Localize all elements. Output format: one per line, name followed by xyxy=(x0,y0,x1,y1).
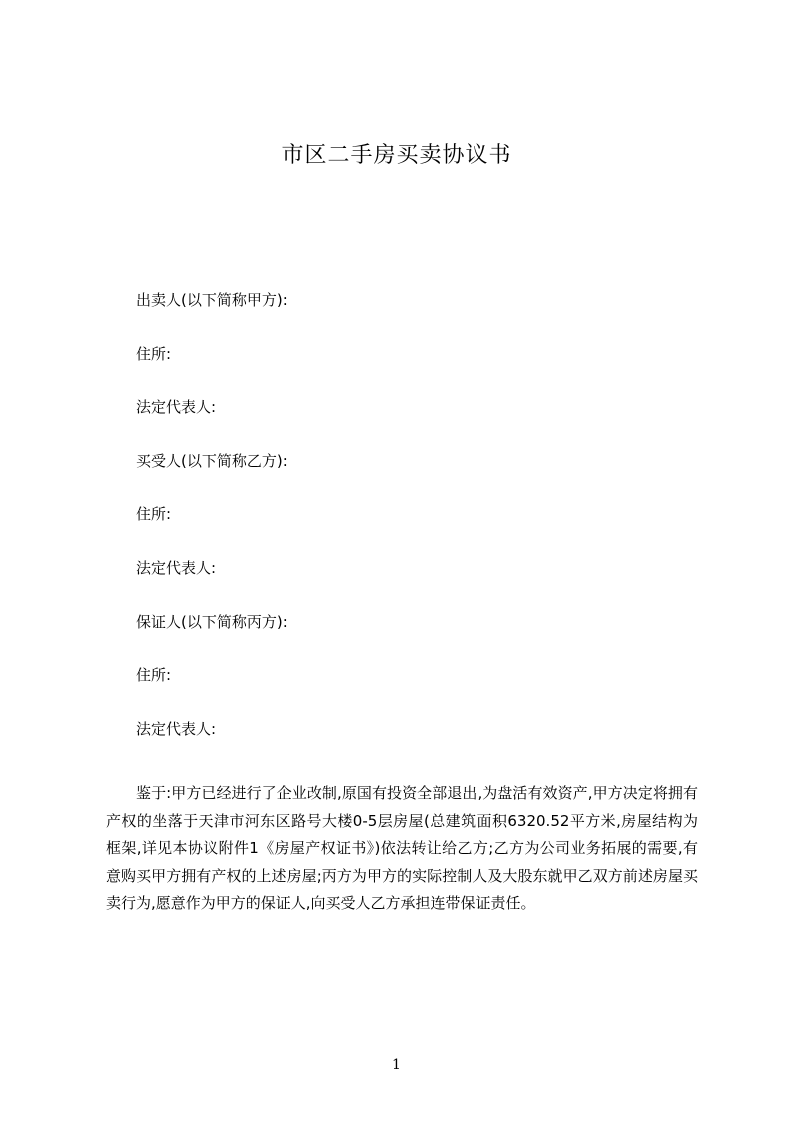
guarantor-representative-label: 法定代表人: xyxy=(136,719,217,738)
buyer-representative-label: 法定代表人: xyxy=(136,558,217,577)
document-title: 市区二手房买卖协议书 xyxy=(281,143,512,168)
seller-label: 出卖人(以下简称甲方): xyxy=(136,291,288,309)
seller-representative-label: 法定代表人: xyxy=(136,398,217,417)
guarantor-address-label: 住所: xyxy=(136,666,172,685)
party-fields xyxy=(136,285,696,767)
guarantor-label: 保证人(以下简称丙方): xyxy=(136,612,288,631)
recital-paragraph: 鉴于:甲方已经进行了企业改制,原国有投资全部退出,为盘活有效资产,甲方决定将拥有产权的坐落于天津市河东区路号大楼0-5层房屋(总建筑面积6320.52平方米,房屋结构为框架,详见本协议附件1《房屋产权证书》)依法转让给乙方;乙方为公司业务拓展的需要,有意购买甲方拥有产权的上述房屋;丙方为甲方的实际控制人及大股东就甲乙双方前述房屋买卖行为,愿意作为甲方的保证人,向买受人乙方承担连带保证责任。 xyxy=(106,784,698,913)
buyer-label: 买受人(以下简称乙方): xyxy=(136,451,288,470)
buyer-address-label: 住所: xyxy=(136,505,172,524)
page-number: 1 xyxy=(392,1057,401,1073)
seller-address-label: 住所: xyxy=(136,344,172,363)
